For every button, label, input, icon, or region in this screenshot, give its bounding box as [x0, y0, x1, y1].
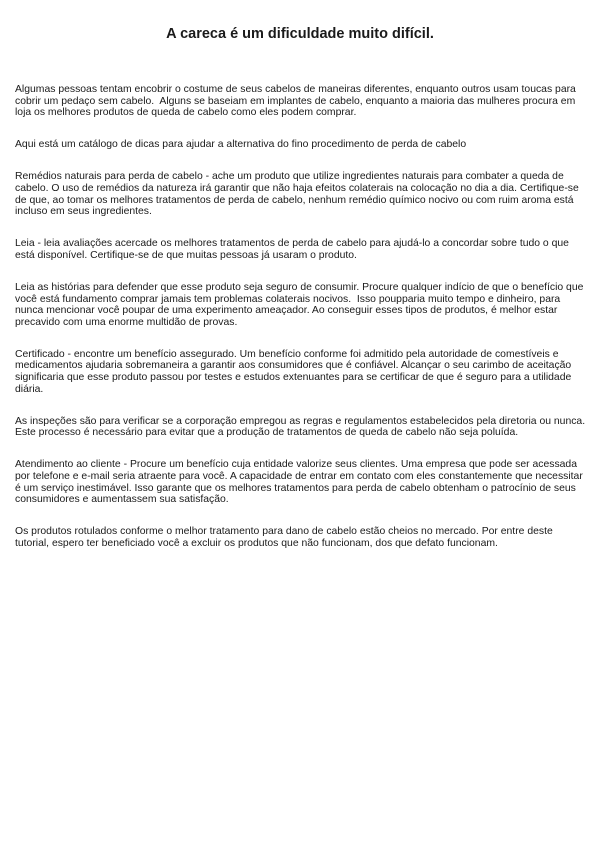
paragraph-conclusion: Os produtos rotulados conforme o melhor tratamento para dano de cabelo estão cheios no mercado. Por entre deste tutorial, espero ter beneficiado você a excluir os produtos que não funcionam, dos que defato funcionam. — [15, 526, 556, 549]
page-title: A careca é um dificuldade muito difícil. — [166, 26, 434, 42]
paragraph-customer-service: Atendimento ao cliente - Procure um benefício cuja entidade valorize seus clientes. Uma empresa que pode ser acessada por telefone e e-mail seria atraente para você. A capacidade de entrar em contato com eles constantemente que necessitar é um serviço inestimável. Isso garante que os melhores tratamentos para perda de cabelo obtenham o patrocínio de seus consumidores e aumentassem sua satisfação. — [15, 459, 586, 506]
paragraph-stories: Leia as histórias para defender que esse produto seja seguro de consumir. Procure qualquer indício de que o benefício que você está fundamento comprar jamais tem problemas colaterais nocivos. Isso poupparia muito tempo e dinheiro, para nunca mencionar você poupar de uma experimento ameaçador. Ao conseguir esses tipos de produtos, é melhor estar precavido com uma enorme multidão de provas. — [15, 281, 587, 328]
paragraph-certified: Certificado - encontre um benefício assegurado. Um benefício conforme foi admitido pela autoridade de comestíveis e medicamentos ajudaria sobremaneira a garantir aos consumidores que é confiável. Alcançar o seu carimbo de aceitação significaria que esse produto passou por testes e estudos extenuantes para se certificar de que é seguro para a utilidade diária. — [15, 348, 575, 395]
paragraph-natural-remedies: Remédios naturais para perda de cabelo - ache um produto que utilize ingredientes naturais para combater a queda de cabelo. O uso de remédios da natureza irá garantir que não haja efeitos colaterais na colocação no dia a dia. Certifique-se de que, ao tomar os melhores tratamentos de perda de cabelo, nenhum remédio químico nocivo ou com ruim aroma está incluso em seus ingredientes. — [15, 171, 582, 218]
paragraph-catalog: Aqui está um catálogo de dicas para ajudar a alternativa do fino procedimento de perda de cabelo — [15, 139, 467, 151]
paragraph-inspections: As inspeções são para verificar se a corporação empregou as regras e regulamentos estabelecidos pela diretoria ou nunca. Este processo é necessário para evitar que a produção de tratamentos de queda de cabelo não seja poluída. — [15, 415, 588, 439]
document-body — [15, 84, 587, 570]
paragraph-reviews: Leia - leia avaliações acercade os melhores tratamentos de perda de cabelo para ajudá-lo a concordar sobre tudo o que está disponível. Certifique-se de que muitas pessoas já usaram o produto. — [15, 238, 572, 261]
paragraph-intro: Algumas pessoas tentam encobrir o costume de seus cabelos de maneiras diferentes, enquanto outros usam toucas para cobrir um pedaço sem cabelo. Alguns se baseiam em implantes de cabelo, enquanto a maioria das mulheres procura em loja os melhores produtos de queda de cabelo como eles podem comprar. — [15, 84, 582, 119]
